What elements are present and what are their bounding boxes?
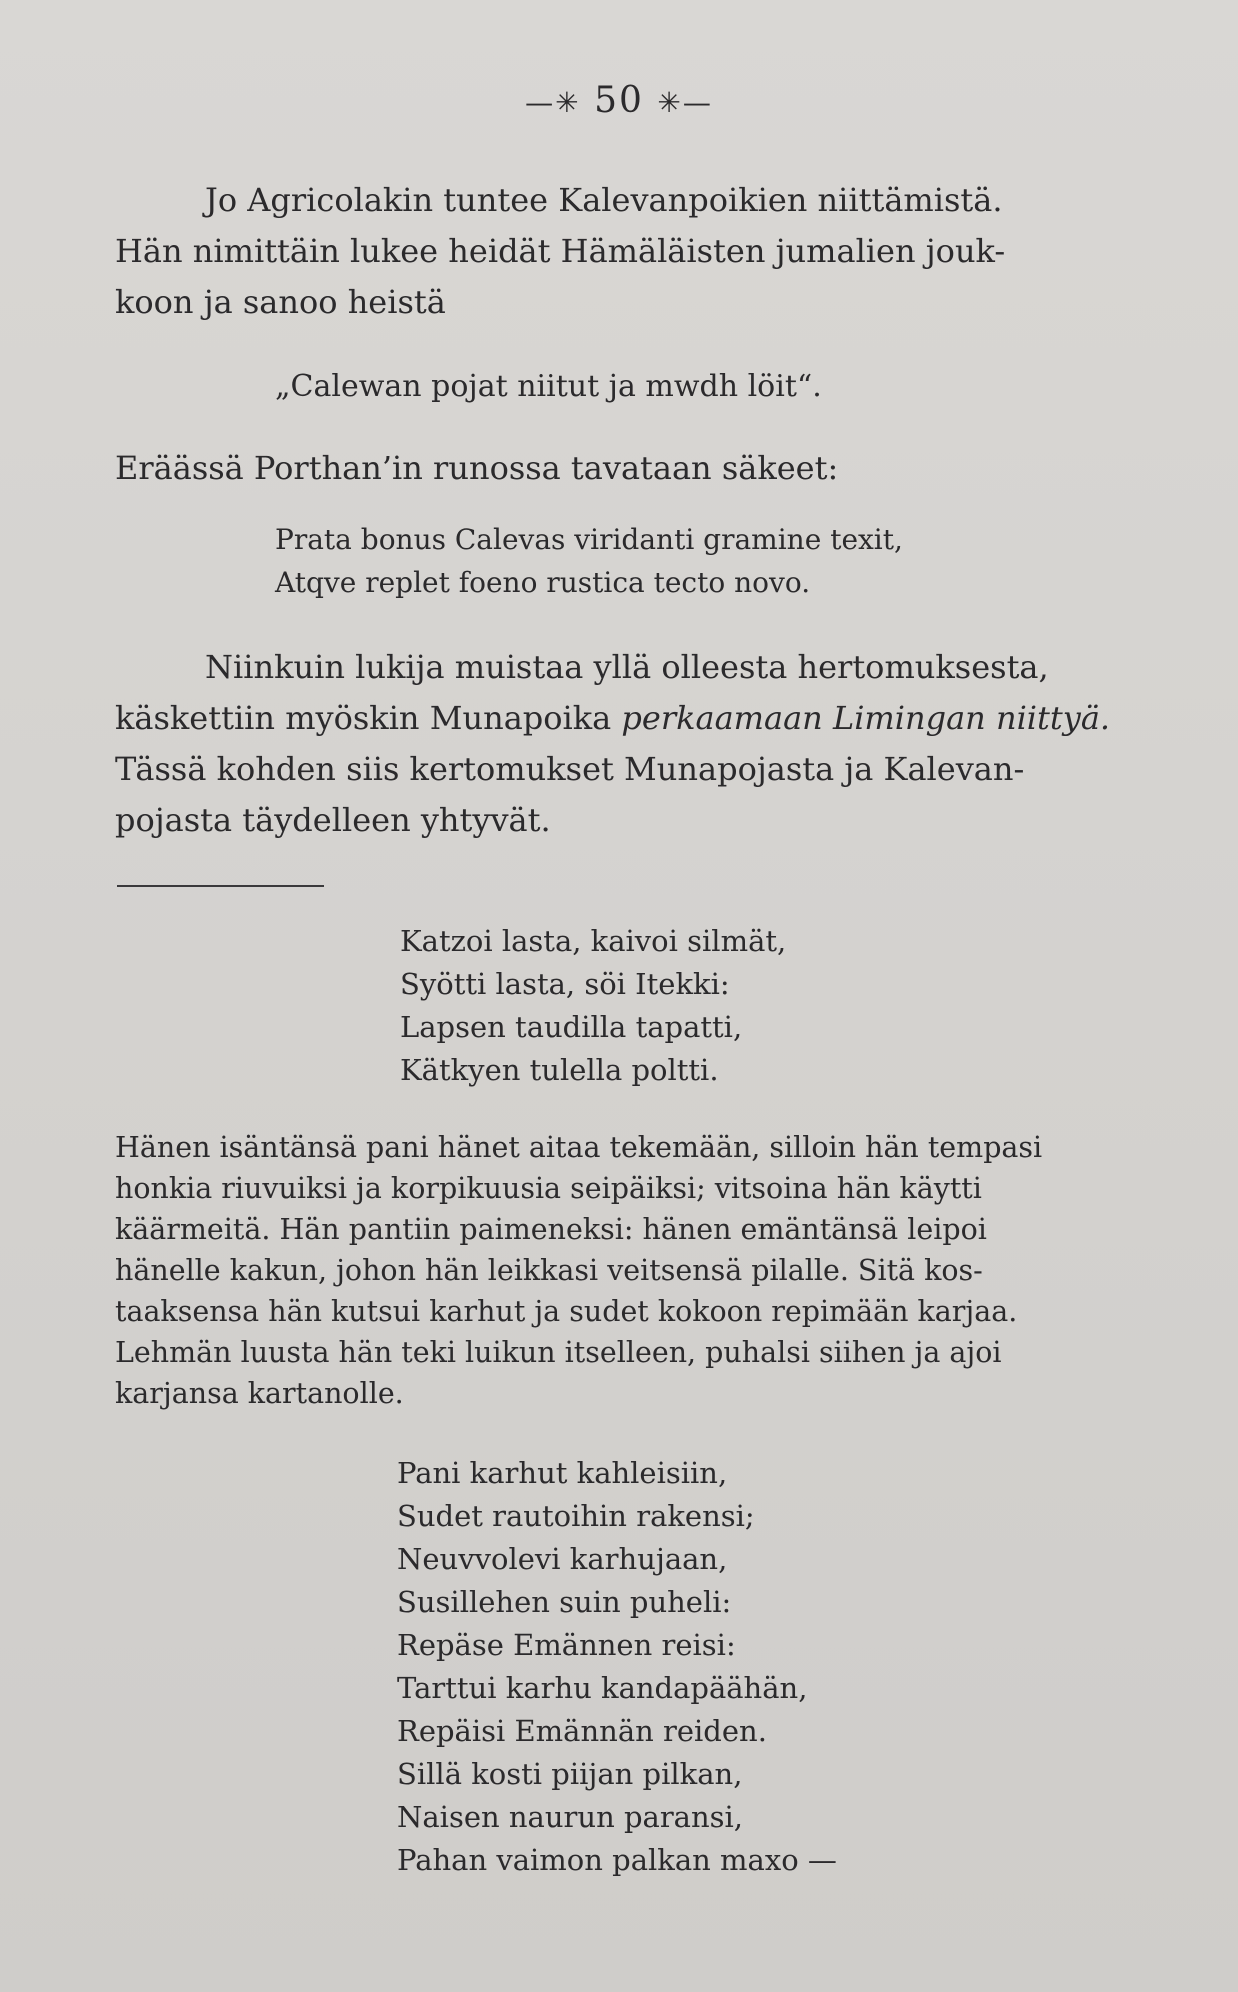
paragraph-1 xyxy=(115,175,1150,328)
ornament-right: ✳— xyxy=(657,86,713,119)
page-header xyxy=(0,80,1238,121)
verse-line: Neuvvolevi karhujaan, xyxy=(397,1542,728,1576)
verse-line: Naisen naurun paransi, xyxy=(397,1800,744,1834)
verse-line: Repäse Emännen reisi: xyxy=(397,1628,736,1662)
paragraph-2 xyxy=(115,443,1150,494)
paragraph-line: käärmeitä. Hän pantiin paimeneksi: hänen emäntänsä leipoi xyxy=(115,1213,987,1246)
italic-text: perkaamaan Limingan niittyä. xyxy=(621,699,1111,737)
verse-line: Lapsen taudilla tapatti, xyxy=(400,1010,743,1044)
quote-line: „Calewan pojat niitut ja mwdh löit“. xyxy=(275,369,822,404)
paragraph-3 xyxy=(115,642,1150,846)
paragraph-line: Hänen isäntänsä pani hänet aitaa tekemään, silloin hän tempasi xyxy=(115,1131,1043,1164)
verse-line: Tarttui karhu kandapäähän, xyxy=(397,1671,808,1705)
verse-line: Sudet rautoihin rakensi; xyxy=(397,1499,755,1533)
verse-line: Repäisi Emännän reiden. xyxy=(397,1714,767,1748)
paragraph-line: Eräässä Porthan’in runossa tavataan säkeet: xyxy=(115,449,839,487)
verse-block-2 xyxy=(397,1452,837,1882)
verse-line: Syötti lasta, söi Itekki: xyxy=(400,967,730,1001)
verse-line: Kätkyen tulella poltti. xyxy=(400,1053,719,1087)
paragraph-line: Tässä kohden siis kertomukset Munapojasta ja Kalevan- xyxy=(115,750,1025,788)
verse-line: Sillä kosti piijan pilkan, xyxy=(397,1757,743,1791)
page-number: 50 xyxy=(594,80,644,121)
paragraph-line: Lehmän luusta hän teki luikun itselleen, puhalsi siihen ja ajoi xyxy=(115,1336,1002,1369)
section-rule xyxy=(117,885,324,887)
verse-line: Atqve replet foeno rustica tecto novo. xyxy=(275,566,811,599)
text-run: käskettiin myöskin Munapoika xyxy=(115,699,622,737)
verse-line: Susillehen suin puheli: xyxy=(397,1585,732,1619)
paragraph-line: taaksensa hän kutsui karhut ja sudet kokoon repimään karjaa. xyxy=(115,1295,1018,1328)
paragraph-line: Hän nimittäin lukee heidät Hämäläisten jumalien jouk- xyxy=(115,232,1006,270)
verse-line: Prata bonus Calevas viridanti gramine texit, xyxy=(275,523,903,556)
paragraph-line: Jo Agricolakin tuntee Kalevanpoikien niittämistä. xyxy=(205,181,1003,219)
paragraph-line: koon ja sanoo heistä xyxy=(115,283,446,321)
verse-line: Pahan vaimon palkan maxo — xyxy=(397,1843,837,1877)
paragraph-line: hänelle kakun, johon hän leikkasi veitsensä pilalle. Sitä kos- xyxy=(115,1254,983,1287)
paragraph-line: karjansa kartanolle. xyxy=(115,1377,404,1410)
paragraph-line: Niinkuin lukija muistaa yllä olleesta hertomuksesta, xyxy=(205,648,1049,686)
paragraph-line xyxy=(115,693,1150,744)
paragraph-4 xyxy=(115,1127,1145,1414)
ornament-left: —✳ xyxy=(525,86,581,119)
latin-verse xyxy=(275,518,903,604)
paragraph-line: honkia riuvuiksi ja korpikuusia seipäiksi; vitsoina hän käytti xyxy=(115,1172,982,1205)
verse-line: Pani karhut kahleisiin, xyxy=(397,1456,728,1490)
verse-line: Katzoi lasta, kaivoi silmät, xyxy=(400,924,787,958)
verse-block-1 xyxy=(400,920,786,1092)
paragraph-line: pojasta täydelleen yhtyvät. xyxy=(115,801,551,839)
